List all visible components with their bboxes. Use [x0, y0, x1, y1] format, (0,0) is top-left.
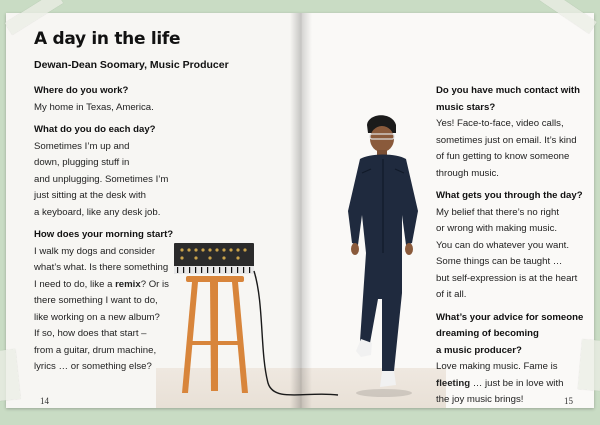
answer-line: Yes! Face-to-face, video calls,	[436, 118, 564, 129]
answer-line: a keyboard, like any desk job.	[34, 206, 161, 218]
answer-line: of it all.	[436, 289, 467, 300]
question-through-day: What gets you through the day?	[436, 190, 583, 201]
page-title: A day in the life	[34, 29, 181, 49]
subtitle: Dewan-Dean Soomary, Music Producer	[34, 59, 229, 71]
question-line: a music producer?	[436, 344, 522, 356]
question-line: dreaming of becoming	[436, 328, 539, 339]
answer-line: Sometimes I’m up and	[34, 140, 130, 152]
answer-line: … just be in love with	[470, 377, 564, 389]
page-number-left: 14	[40, 396, 49, 406]
answer-line: I need to do, like a	[34, 278, 116, 290]
answer-line: the joy music brings!	[436, 394, 524, 405]
glossary-word-fleeting: fleeting	[436, 377, 471, 389]
answer-line: and unplugging. Sometimes I’m	[34, 173, 169, 185]
answer-line: but self-expression is at the heart	[436, 272, 578, 284]
question-line: music stars?	[436, 101, 496, 113]
answer-line: If so, how does that start –	[34, 328, 147, 339]
answer-line: through music.	[436, 167, 499, 179]
question-work: Where do you work?	[34, 85, 129, 96]
right-column	[436, 83, 586, 408]
question-line: What’s your advice for someone	[436, 311, 584, 323]
answer-line: what’s what. Is there something	[34, 262, 169, 273]
answer-contact	[436, 116, 586, 182]
answer-line: just sitting at the desk with	[34, 190, 146, 201]
answer-line: there something I want to do,	[34, 295, 158, 306]
page-number-right: 15	[564, 396, 573, 406]
answer-line: like working on a new album?	[34, 311, 160, 323]
wooden-stool-icon	[182, 276, 248, 393]
answer-work: My home in Texas, America.	[34, 101, 154, 113]
synthesizer-icon	[174, 243, 254, 274]
answer-line: sometimes just on email. It’s kind	[436, 134, 577, 146]
answer-line: Some things can be taught …	[436, 256, 563, 267]
question-contact	[436, 83, 586, 116]
answer-line: Love making music. Fame is	[436, 361, 558, 372]
producer-figure-icon	[348, 115, 418, 397]
question-advice	[436, 310, 586, 360]
answer-line: of fun getting to know someone	[436, 151, 570, 162]
producer-photo	[156, 103, 446, 408]
answer-line: from a guitar, drum machine,	[34, 344, 157, 356]
cable-icon	[254, 271, 338, 395]
answer-line: You can do whatever you want.	[436, 239, 569, 251]
answer-through-day	[436, 205, 586, 304]
answer-line: ? Or is	[140, 278, 169, 290]
answer-line: I walk my dogs and consider	[34, 245, 156, 257]
tape-bottom-right	[578, 339, 600, 391]
answer-line: My belief that there’s no right	[436, 206, 560, 218]
answer-line: or wrong with making music.	[436, 223, 558, 234]
answer-line: down, plugging stuff in	[34, 157, 130, 168]
question-line: Do you have much contact with	[436, 85, 580, 96]
glossary-word-remix: remix	[115, 278, 141, 290]
book-spread	[6, 13, 594, 408]
question-morning: How does your morning start?	[34, 229, 174, 240]
answer-line: lyrics … or something else?	[34, 361, 152, 372]
question-each-day: What do you do each day?	[34, 124, 156, 135]
